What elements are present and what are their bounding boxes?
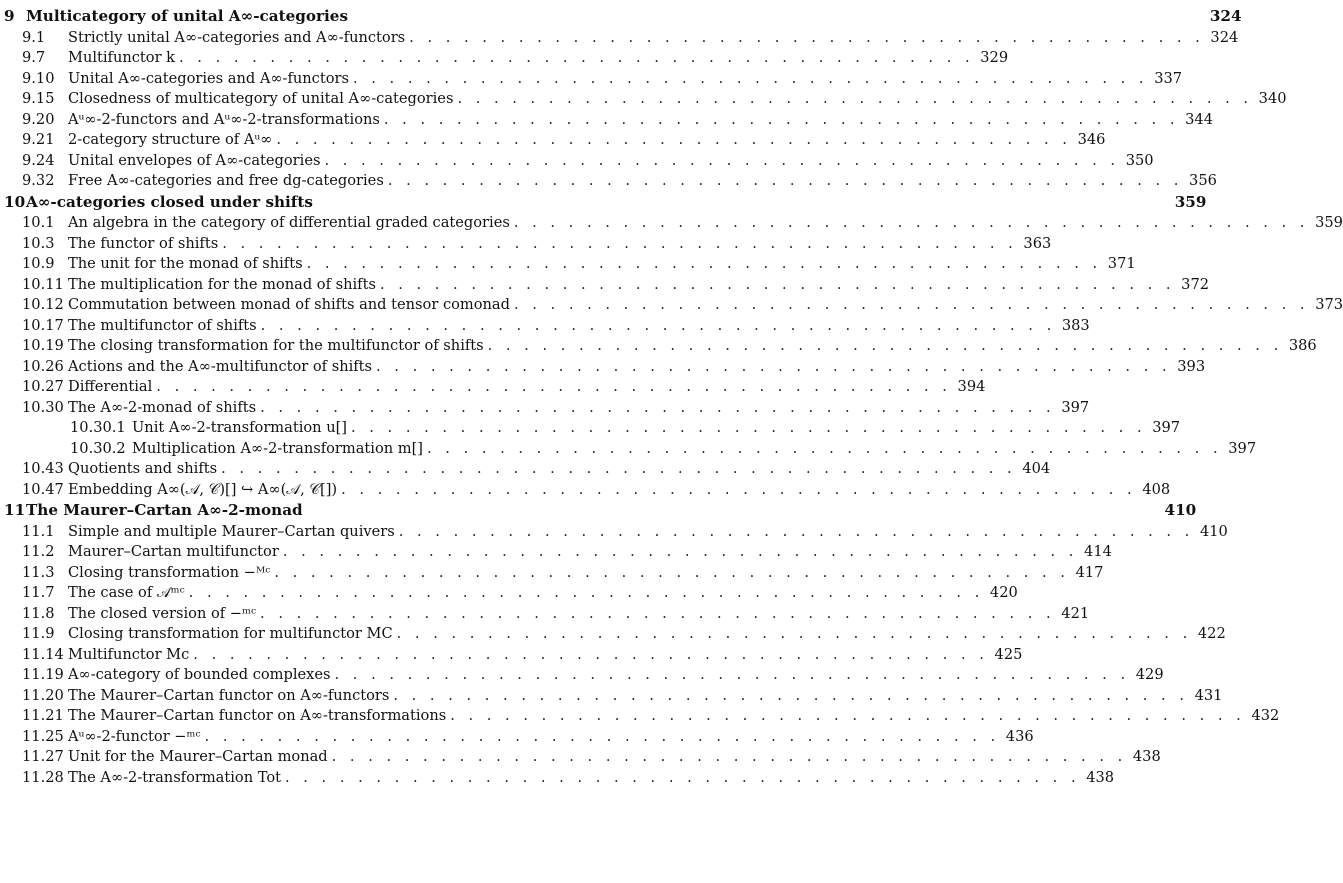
section-number: 9.20	[22, 110, 55, 128]
section-number: 10.30	[22, 398, 64, 416]
page-number: 394	[957, 378, 986, 395]
page-number: 397	[1228, 439, 1257, 457]
page-number: 329	[980, 49, 1009, 66]
section-number: 11.9	[22, 625, 55, 642]
page-number: 414	[1084, 543, 1112, 560]
chapter-heading[interactable]	[4, 192, 1207, 214]
page-number: 429	[1135, 666, 1164, 683]
toc-section-entry[interactable]	[4, 686, 1223, 707]
dot-leader: . . . . . . . . . . . . . . . . . . . . . . . . . . . . . . . . . . . . . . . . . . . .	[188, 584, 984, 601]
toc-section-entry[interactable]	[4, 398, 1090, 419]
dot-leader: . . . . . . . . . . . . . . . . . . . . . . . . . . . . . . . . . . . . . . . . . . . .	[513, 296, 1310, 313]
toc-section-entry[interactable]	[4, 336, 1317, 357]
dot-leader: . . . . . . . . . . . . . . . . . . . . . . . . . . . . . . . . . . . . . . . . . . . .	[351, 419, 1147, 436]
section-number: 11.28	[22, 768, 64, 786]
dot-leader: . . . . . . . . . . . . . . . . . . . . . . . . . . . . . . . . . . . . . . . . . . . .	[398, 522, 1194, 540]
section-number: 11.7	[22, 584, 55, 601]
chapter-heading[interactable]	[4, 6, 1242, 28]
page-number: 421	[1061, 604, 1090, 622]
section-title: Maurer–Cartan multifunctor	[68, 543, 279, 560]
dot-leader: . . . . . . . . . . . . . . . . . . . . . . . . . . . . . . . . . . . . . . . . . . . .	[324, 151, 1120, 169]
toc-section-entry[interactable]	[4, 604, 1090, 625]
dot-leader: . . . . . . . . . . . . . . . . . . . . . . . . . . . . . . . . . . . . . . . . . . . .	[204, 727, 1000, 745]
toc-section-entry[interactable]	[4, 357, 1206, 378]
dot-leader: . . . . . . . . . . . . . . . . . . . . . . . . . . . . . . . . . . . . . . . . . . . .	[393, 686, 1189, 704]
toc-section-entry[interactable]	[4, 645, 1023, 666]
toc-section-entry[interactable]	[4, 69, 1183, 90]
dot-leader: . . . . . . . . . . . . . . . . . . . . . . . . . . . . . . . . . . . . . . . . . . . .	[276, 131, 1072, 148]
page-number: 408	[1142, 480, 1171, 498]
section-number: 10.17	[22, 316, 64, 334]
page-number: 404	[1022, 460, 1051, 477]
toc-section-entry[interactable]	[4, 275, 1210, 296]
toc-section-entry[interactable]	[4, 254, 1136, 275]
dot-leader: . . . . . . . . . . . . . . . . . . . . . . . . . . . . . . . . . . . . . . . . . . . .	[222, 234, 1018, 252]
page-number: 397	[1152, 419, 1181, 436]
dot-leader: . . . . . . . . . . . . . . . . . . . . . . . . . . . . . . . . . . . . . . . . . . . .	[387, 172, 1183, 189]
section-title: The multiplication for the monad of shifts	[68, 275, 376, 293]
page-number: 397	[1061, 398, 1090, 416]
section-title: Unital A∞-categories and A∞-functors	[68, 69, 349, 87]
page-number: 340	[1258, 90, 1287, 107]
toc-section-entry[interactable]	[4, 48, 1009, 69]
section-number: 11.25	[22, 727, 64, 745]
toc-section-entry[interactable]	[4, 665, 1164, 686]
page-number: 346	[1077, 131, 1106, 148]
section-title: 2-category structure of Aᵘ∞	[68, 131, 273, 148]
section-number: 10.3	[22, 234, 55, 252]
section-title: Quotients and shifts	[68, 460, 218, 477]
section-title: The A∞-2-transformation Tot	[68, 768, 281, 786]
page-number: 438	[1132, 748, 1161, 765]
page-number: 373	[1315, 296, 1343, 313]
section-number: 9.7	[22, 49, 46, 66]
section-title: Closedness of multicategory of unital A∞-categories	[68, 90, 454, 107]
page-number: 350	[1125, 151, 1154, 169]
section-number: 10.1	[22, 214, 55, 231]
page-number: 363	[1023, 234, 1052, 252]
section-number: 10.11	[22, 275, 64, 293]
section-title: Multiplication A∞-2-transformation m[]	[132, 439, 424, 457]
dot-leader: . . . . . . . . . . . . . . . . . . . . . . . . . . . . . . . . . . . . . . . . . . . .	[487, 337, 1283, 354]
section-title: Strictly unital A∞-categories and A∞-functors	[68, 28, 406, 46]
dot-leader: . . . . . . . . . . . . . . . . . . . . . . . . . . . . . . . . . . . . . . . . . . . .	[409, 28, 1205, 46]
toc-section-entry[interactable]	[4, 706, 1280, 727]
section-title: Differential	[68, 378, 153, 395]
page-number: 324	[1210, 28, 1239, 46]
page-number: 420	[989, 584, 1018, 601]
page-number: 386	[1288, 337, 1317, 354]
section-number: 9.15	[22, 90, 55, 107]
dot-leader: . . . . . . . . . . . . . . . . . . . . . . . . . . . . . . . . . . . . . . . . . . . .	[352, 69, 1149, 87]
page-number: 425	[994, 645, 1023, 663]
toc-section-entry[interactable]	[4, 542, 1112, 563]
toc-section-entry[interactable]	[4, 727, 1034, 748]
dot-leader: . . . . . . . . . . . . . . . . . . . . . . . . . . . . . . . . . . . . . . . . . . . .	[376, 357, 1172, 375]
dot-leader: . . . . . . . . . . . . . . . . . . . . . . . . . . . . . . . . . . . . . . . . . . . .	[260, 604, 1056, 622]
dot-leader: . . . . . . . . . . . . . . . . . . . . . . . . . . . . . . . . . . . . . . . . . . . .	[193, 645, 989, 663]
dot-leader: . . . . . . . . . . . . . . . . . . . . . . . . . . . . . . . . . . . . . . . . . . . .	[179, 49, 975, 66]
section-title: A∞-category of bounded complexes	[68, 666, 331, 683]
section-number: 10.19	[22, 337, 64, 354]
page-number: 438	[1086, 768, 1115, 786]
toc-section-entry[interactable]	[4, 295, 1343, 316]
section-number: 10.12	[22, 296, 64, 313]
page-number: 324	[1209, 7, 1242, 25]
dot-leader: . . . . . . . . . . . . . . . . . . . . . . . . . . . . . . . . . . . . . . . . . . . .	[379, 275, 1176, 293]
section-title: Multifunctor k	[68, 49, 176, 66]
dot-leader: . . . . . . . . . . . . . . . . . . . . . . . . . . . . . . . . . . . . . . . . . . . .	[513, 214, 1309, 231]
section-number: 11.14	[22, 645, 64, 663]
dot-leader: . . . . . . . . . . . . . . . . . . . . . . . . . . . . . . . . . . . . . . . . . . . .	[427, 439, 1223, 457]
dot-leader: . . . . . . . . . . . . . . . . . . . . . . . . . . . . . . . . . . . . . . . . . . . .	[282, 543, 1078, 560]
toc-section-entry[interactable]	[4, 480, 1171, 501]
section-number: 11.27	[22, 748, 64, 765]
section-title: The unit for the monad of shifts	[68, 255, 303, 272]
page-number: 383	[1061, 316, 1090, 334]
page-number: 432	[1251, 707, 1280, 724]
page-number: 393	[1177, 357, 1206, 375]
section-number: 11	[4, 501, 26, 519]
section-title: The multifunctor of shifts	[68, 316, 257, 334]
section-title: A∞-categories closed under shifts	[26, 192, 313, 211]
dot-leader: . . . . . . . . . . . . . . . . . . . . . . . . . . . . . . . . . . . . . . . . . . . .	[334, 666, 1130, 683]
section-number: 11.1	[22, 522, 55, 540]
section-title: Unit A∞-2-transformation u[]	[132, 419, 347, 436]
section-number: 10.43	[22, 460, 64, 477]
page-number: 436	[1005, 727, 1034, 745]
page-number: 356	[1189, 172, 1217, 189]
section-title: Closing transformation −ᴹᶜ	[68, 563, 271, 581]
toc-section-entry[interactable]	[4, 747, 1161, 768]
section-title: Unit for the Maurer–Cartan monad	[68, 748, 328, 765]
toc-section-entry[interactable]	[4, 151, 1154, 172]
toc-section-entry[interactable]	[4, 316, 1090, 337]
section-title: Multicategory of unital A∞-categories	[26, 7, 348, 25]
toc-section-entry[interactable]	[4, 377, 986, 398]
dot-leader: . . . . . . . . . . . . . . . . . . . . . . . . . . . . . . . . . . . . . . . . . . . .	[383, 110, 1179, 128]
section-number: 11.2	[22, 543, 55, 560]
page-number: 431	[1194, 686, 1223, 704]
section-number: 10.26	[22, 357, 64, 375]
section-number: 10.9	[22, 255, 55, 272]
section-title: Aᵘ∞-2-functors and Aᵘ∞-2-transformations	[68, 110, 380, 128]
toc-subsection-entry[interactable]	[4, 418, 1181, 439]
dot-leader: . . . . . . . . . . . . . . . . . . . . . . . . . . . . . . . . . . . . . . . . . . . .	[260, 398, 1056, 416]
section-number: 11.20	[22, 686, 64, 704]
section-title: The Maurer–Cartan A∞-2-monad	[26, 501, 303, 519]
section-number: 11.21	[22, 707, 64, 724]
section-number: 11.8	[22, 604, 55, 622]
dot-leader: . . . . . . . . . . . . . . . . . . . . . . . . . . . . . . . . . . . . . . . . . . . .	[396, 625, 1192, 642]
toc-section-entry[interactable]	[4, 583, 1018, 604]
toc-section-entry[interactable]	[4, 522, 1228, 543]
page-number: 410	[1164, 501, 1197, 519]
page-number: 359	[1315, 214, 1343, 231]
toc-section-entry[interactable]	[4, 171, 1217, 192]
section-title: An algebra in the category of differential graded categories	[68, 214, 510, 231]
section-title: The case of 𝒜ᵐᶜ	[68, 584, 185, 601]
page-number: 372	[1181, 275, 1210, 293]
page-number: 344	[1185, 110, 1213, 128]
section-number: 9.24	[22, 151, 55, 169]
section-title: The closing transformation for the multifunctor of shifts	[68, 337, 484, 354]
section-number: 10	[4, 192, 26, 211]
section-number: 9.1	[22, 28, 46, 46]
toc-subsection-entry[interactable]	[4, 439, 1257, 460]
dot-leader: . . . . . . . . . . . . . . . . . . . . . . . . . . . . . . . . . . . . . . . . . . . .	[221, 460, 1017, 477]
section-title: Free A∞-categories and free dg-categories	[68, 172, 384, 189]
dot-leader: . . . . . . . . . . . . . . . . . . . . . . . . . . . . . . . . . . . . . . . . . . . .	[450, 707, 1246, 724]
toc-section-entry[interactable]	[4, 624, 1226, 645]
dot-leader: . . . . . . . . . . . . . . . . . . . . . . . . . . . . . . . . . . . . . . . . . . . .	[156, 378, 952, 395]
page-number: 371	[1107, 255, 1136, 272]
toc-section-entry[interactable]	[4, 28, 1239, 49]
section-title: Unital envelopes of A∞-categories	[68, 151, 321, 169]
section-number: 10.27	[22, 378, 64, 395]
dot-leader: . . . . . . . . . . . . . . . . . . . . . . . . . . . . . . . . . . . . . . . . . . . .	[457, 90, 1253, 107]
section-title: The Maurer–Cartan functor on A∞-transformations	[68, 707, 447, 724]
dot-leader: . . . . . . . . . . . . . . . . . . . . . . . . . . . . . . . . . . . . . . . . . . . .	[341, 480, 1137, 498]
section-title: Multifunctor Mc	[68, 645, 190, 663]
toc-section-entry[interactable]	[4, 768, 1115, 789]
page-number: 422	[1197, 625, 1226, 642]
section-number: 9.32	[22, 172, 55, 189]
section-title: The closed version of −ᵐᶜ	[68, 604, 257, 622]
dot-leader: . . . . . . . . . . . . . . . . . . . . . . . . . . . . . . . . . . . . . . . . . . . .	[285, 768, 1081, 786]
page-number: 417	[1075, 563, 1104, 581]
dot-leader: . . . . . . . . . . . . . . . . . . . . . . . . . . . . . . . . . . . . . . . . . . . .	[260, 316, 1056, 334]
section-title: Aᵘ∞-2-functor −ᵐᶜ	[68, 727, 201, 745]
section-number: 11.3	[22, 563, 55, 581]
dot-leader: . . . . . . . . . . . . . . . . . . . . . . . . . . . . . . . . . . . . . . . . . . . .	[331, 748, 1127, 765]
toc-section-entry[interactable]	[4, 213, 1343, 234]
section-number: 9.21	[22, 131, 55, 148]
section-title: Commutation between monad of shifts and tensor comonad	[68, 296, 510, 313]
toc-section-entry[interactable]	[4, 110, 1213, 131]
section-number: 10.30.2	[70, 439, 126, 457]
dot-leader: . . . . . . . . . . . . . . . . . . . . . . . . . . . . . . . . . . . . . . . . . . . .	[306, 255, 1102, 272]
toc-section-entry[interactable]	[4, 130, 1106, 151]
section-title: Embedding A∞(𝒜, 𝒞)[] ↪ A∞(𝒜, 𝒞[])	[68, 480, 338, 498]
page-number: 359	[1174, 192, 1207, 211]
page-number: 337	[1154, 69, 1183, 87]
section-title: Simple and multiple Maurer–Cartan quivers	[68, 522, 395, 540]
chapter-heading[interactable]	[4, 500, 1197, 522]
dot-leader: . . . . . . . . . . . . . . . . . . . . . . . . . . . . . . . . . . . . . . . . . . . .	[274, 563, 1070, 581]
section-number: 11.19	[22, 666, 64, 683]
section-title: Closing transformation for multifunctor MC	[68, 625, 393, 642]
toc-section-entry[interactable]	[4, 459, 1051, 480]
section-title: Actions and the A∞-multifunctor of shifts	[68, 357, 373, 375]
section-title: The Maurer–Cartan functor on A∞-functors	[68, 686, 390, 704]
section-title: The A∞-2-monad of shifts	[68, 398, 257, 416]
section-number: 9	[4, 7, 15, 25]
section-title: The functor of shifts	[68, 234, 219, 252]
toc-section-entry[interactable]	[4, 563, 1104, 584]
toc-section-entry[interactable]	[4, 234, 1052, 255]
toc-section-entry[interactable]	[4, 89, 1287, 110]
section-number: 10.47	[22, 480, 64, 498]
section-number: 9.10	[22, 69, 55, 87]
page-number: 410	[1199, 522, 1228, 540]
section-number: 10.30.1	[70, 419, 126, 436]
